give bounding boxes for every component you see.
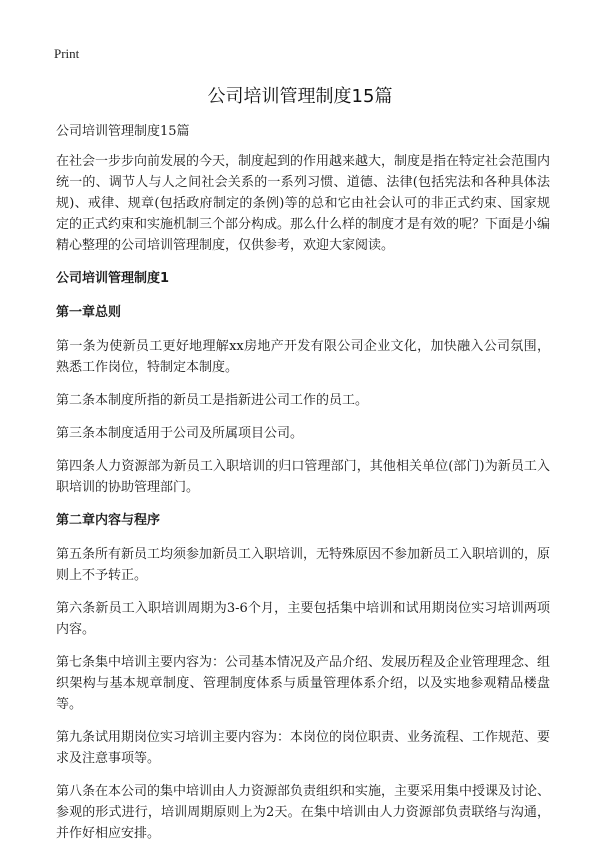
print-link[interactable]: Print bbox=[54, 46, 80, 61]
section-heading: 公司培训管理制度1 bbox=[56, 271, 170, 286]
article-paragraph: 第四条人力资源部为新员工入职培训的归口管理部门，其他相关单位(部门)为新员工入职培训的协助管理部门。 bbox=[56, 459, 550, 495]
document-title: 公司培训管理制度15篇 bbox=[207, 86, 393, 107]
document-subtitle: 公司培训管理制度15篇 bbox=[56, 124, 190, 139]
article-paragraph: 第一条为使新员工更好地理解xx房地产开发有限公司企业文化，加快融入公司氛围，熟悉工作岗位，特制定本制度。 bbox=[56, 339, 550, 375]
article-paragraph: 第三条本制度适用于公司及所属项目公司。 bbox=[56, 426, 304, 441]
chapter-heading: 第二章内容与程序 bbox=[56, 513, 161, 528]
article-paragraph: 第五条所有新员工均须参加新员工入职培训，无特殊原因不参加新员工入职培训的，原则上不予转正。 bbox=[56, 547, 551, 583]
chapter-heading: 第一章总则 bbox=[56, 305, 122, 320]
article-paragraph: 第二条本制度所指的新员工是指新进公司工作的员工。 bbox=[56, 393, 369, 408]
article-paragraph: 第八条在本公司的集中培训由人力资源部负责组织和实施，主要采用集中授课及讨论、参观的形式进行，培训周期原则上为2天。在集中培训由人力资源部负责联络与沟通，并作好相应安排。 bbox=[56, 784, 551, 841]
article-paragraph: 第九条试用期岗位实习培训主要内容为：本岗位的岗位职责、业务流程、工作规范、要求及注意事项等。 bbox=[56, 730, 551, 766]
intro-paragraph: 在社会一步步向前发展的今天，制度起到的作用越来越大，制度是指在特定社会范围内统一的、调节人与人之间社会关系的一系列习惯、道德、法律(包括宪法和各种具体法规)、戒律、规章(包括政府制定的条例)等的总和它由社会认可的非正式约束、国家规定的正式约束和实施机制三个部分构成。那么什么样的制度才是有效的呢？下面是小编精心整理的公司培训管理制度，仅供参考，欢迎大家阅读。 bbox=[56, 154, 551, 253]
article-paragraph: 第七条集中培训主要内容为：公司基本情况及产品介绍、发展历程及企业管理理念、组织架构与基本规章制度、管理制度体系与质量管理体系介绍，以及实地参观精品楼盘等。 bbox=[56, 655, 551, 712]
document-body bbox=[56, 121, 550, 856]
article-paragraph: 第六条新员工入职培训周期为3-6个月，主要包括集中培训和试用期岗位实习培训两项内容。 bbox=[56, 601, 550, 637]
